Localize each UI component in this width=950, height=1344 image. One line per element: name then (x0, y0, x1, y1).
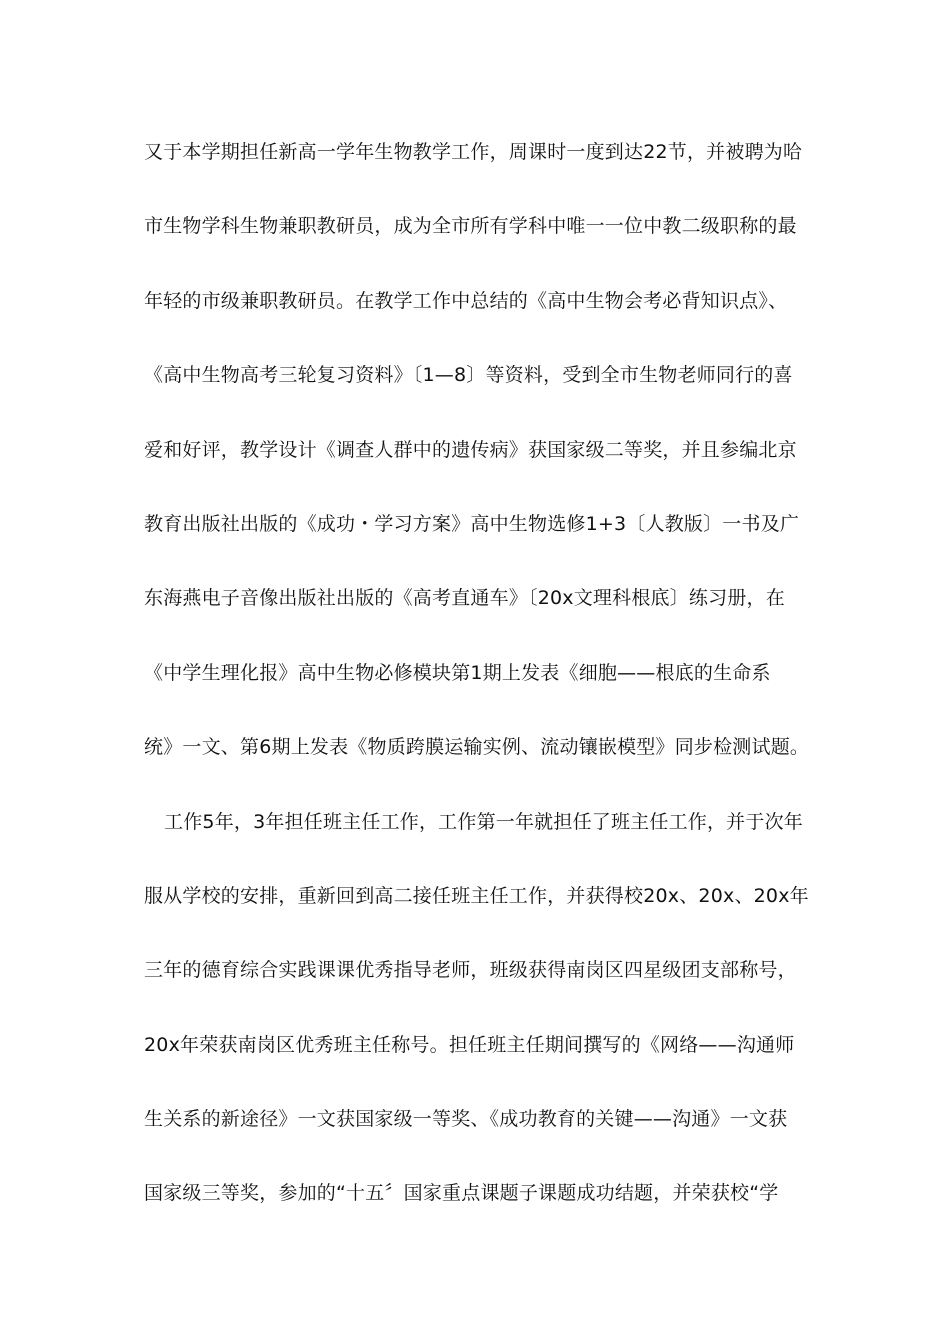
paragraph-start-line: 工作5年，3年担任班主任工作，工作第一年就担任了班主任工作，并于次年 (164, 810, 803, 833)
text-line: 国家级三等奖，参加的“十五〞国家重点课题子课题成功结题，并荣获校“学 (144, 1182, 779, 1205)
text-line: 教育出版社出版的《成功・学习方案》高中生物选修1+3〔人教版〕一书及广 (144, 512, 800, 535)
text-line: 爱和好评，教学设计《调查人群中的遗传病》获国家级二等奖，并且参编北京 (144, 438, 797, 461)
text-line: 《高中生物高考三轮复习资料》〔1—8〕等资料，受到全市生物老师同行的喜 (144, 364, 793, 387)
text-line: 市生物学科生物兼职教研员，成为全市所有学科中唯一一位中教二级职称的最 (144, 215, 797, 238)
text-line: 又于本学期担任新高一学年生物教学工作，周课时一度到达22节，并被聘为哈 (144, 141, 803, 163)
text-line: 三年的德育综合实践课课优秀指导老师，班级获得南岗区四星级团支部称号， (144, 959, 797, 982)
body-text (144, 130, 814, 1246)
text-line: 年轻的市级兼职教研员。在教学工作中总结的《高中生物会考必背知识点》、 (144, 289, 788, 312)
text-line: 统》一文、第6期上发表《物质跨膜运输实例、流动镶嵌模型》同步检测试题。 (144, 736, 810, 759)
text-line: 生关系的新途径》一文获国家级一等奖、《成功教育的关键——沟通》一文获 (144, 1108, 788, 1131)
text-line: 20x年荣获南岗区优秀班主任称号。担任班主任期间撰写的《网络——沟通师 (144, 1033, 795, 1056)
text-line: 东海燕电子音像出版社出版的《高考直通车》〔20x文理科根底〕练习册，在 (144, 587, 785, 610)
text-line: 《中学生理化报》高中生物必修模块第1期上发表《细胞——根底的生命系 (144, 661, 771, 684)
text-line: 服从学校的安排，重新回到高二接任班主任工作，并获得校20x、20x、20x年 (144, 884, 809, 907)
